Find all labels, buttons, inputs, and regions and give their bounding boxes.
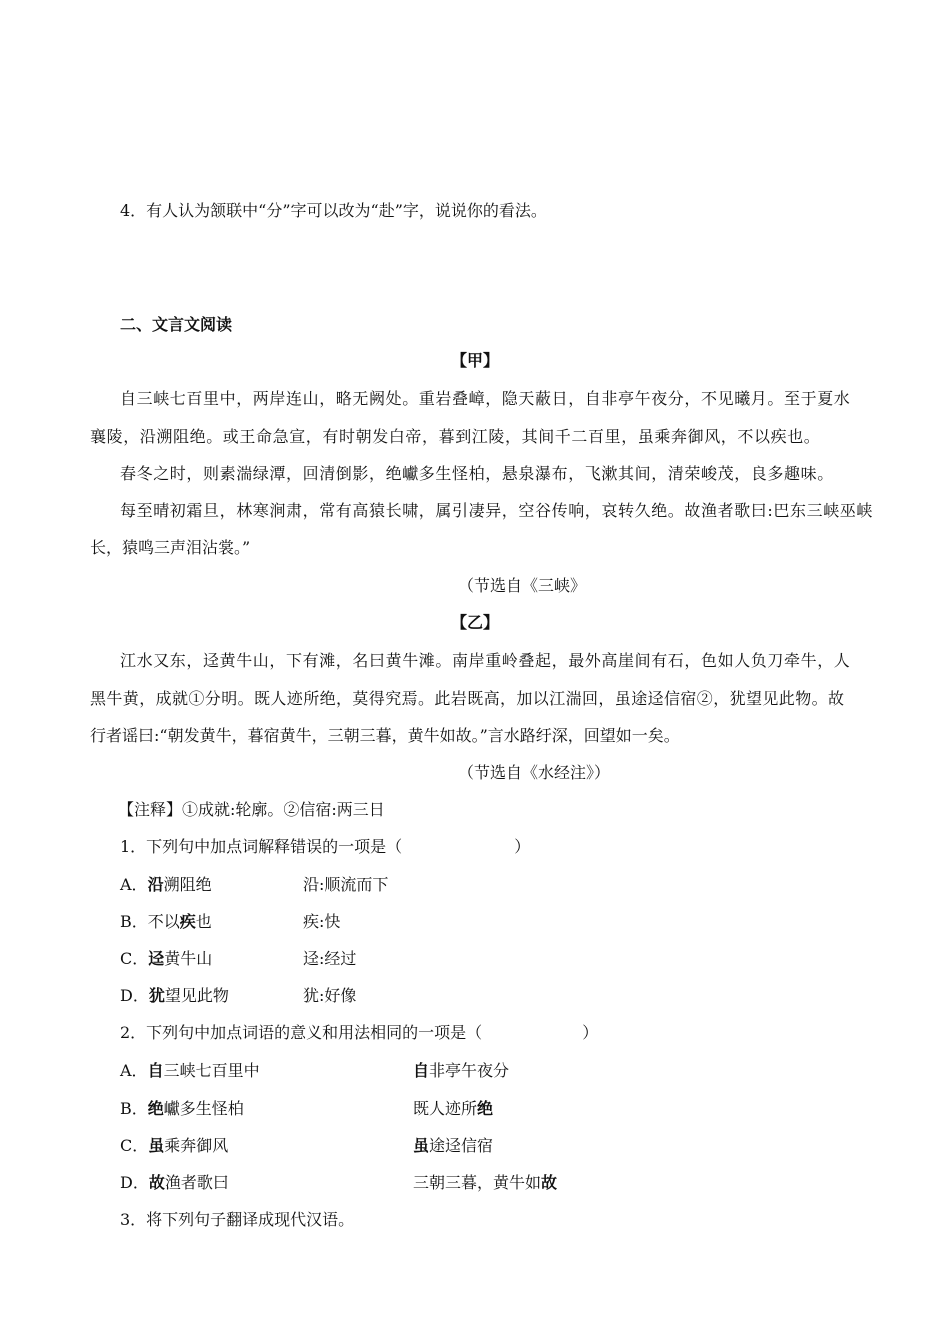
section-title: 二、文言文阅读 [120,315,233,334]
q1-option-a: A．沿溯阻绝 [120,875,212,894]
q1-option-a-gloss: 沿:顺流而下 [303,875,389,894]
passage-jia-label: 【甲】 [450,351,499,370]
q2-option-d-compare: 三朝三暮，黄牛如故 [413,1173,558,1192]
q2-option-d: D．故渔者歌曰 [120,1173,229,1192]
q2-option-b-compare: 既人迹所绝 [413,1099,494,1118]
q2-option-a: A．自三峡七百里中 [120,1061,260,1080]
q1-option-c-gloss: 迳:经过 [303,949,357,968]
yi-line-1: 江水又东，迳黄牛山，下有滩，名曰黄牛滩。南岸重岭叠起，最外高崖间有石，色如人负刀牵牛，人 [120,651,851,670]
jia-paragraph-3-line-1: 每至晴初霜旦，林寒涧肃，常有高猿长啸，属引凄异，空谷传响，哀转久绝。故渔者歌曰:巴东三峡巫峡 [120,501,873,520]
q1-option-d-gloss: 犹:好像 [303,986,357,1005]
q2-option-a-compare: 自非亭午夜分 [413,1061,510,1080]
q1-option-b-gloss: 疾:快 [303,912,341,931]
q1-option-c: C．迳黄牛山 [120,949,213,968]
question-1-stem: 1．下列句中加点词解释错误的一项是（ ） [120,837,531,856]
passage-yi-label: 【乙】 [450,613,499,632]
jia-paragraph-1-line-2: 襄陵，沿溯阻绝。或王命急宣，有时朝发白帝，暮到江陵，其间千二百里，虽乘奔御风，不以疾也。 [90,427,821,446]
q2-option-c: C．虽乘奔御风 [120,1136,229,1155]
jia-paragraph-3-line-2: 长，猿鸣三声泪沾裳。” [90,538,251,557]
question-3-stem: 3．将下列句子翻译成现代汉语。 [120,1210,355,1229]
jia-source: （节选自《三峡》 [458,576,587,595]
q1-option-d: D．犹望见此物 [120,986,229,1005]
q2-option-b: B．绝巘多生怪柏 [120,1099,244,1118]
annotation-note: 【注释】①成就:轮廓。②信宿:两三日 [118,800,385,819]
q2-option-c-compare: 虽途迳信宿 [413,1136,494,1155]
jia-paragraph-2: 春冬之时，则素湍绿潭，回清倒影，绝巘多生怪柏，悬泉瀑布，飞漱其间，清荣峻茂，良多趣味。 [120,464,834,483]
yi-line-3: 行者谣曰:“朝发黄牛，暮宿黄牛，三朝三暮，黄牛如故。”言水路纡深，回望如一矣。 [90,726,680,745]
yi-source: （节选自《水经注》） [458,763,611,782]
yi-line-2: 黑牛黄，成就①分明。既人迹所绝，莫得究焉。此岩既高，加以江湍回，虽途迳信宿②，犹望见此物。故 [90,689,845,708]
question-2-stem: 2．下列句中加点词语的意义和用法相同的一项是（ ） [120,1023,599,1042]
q1-option-b: B．不以疾也 [120,912,212,931]
jia-paragraph-1-line-1: 自三峡七百里中，两岸连山，略无阙处。重岩叠嶂，隐天蔽日，自非亭午夜分，不见曦月。至于夏水 [120,389,851,408]
question-4-previous: 4．有人认为颔联中“分”字可以改为“赴”字，说说你的看法。 [120,201,547,220]
